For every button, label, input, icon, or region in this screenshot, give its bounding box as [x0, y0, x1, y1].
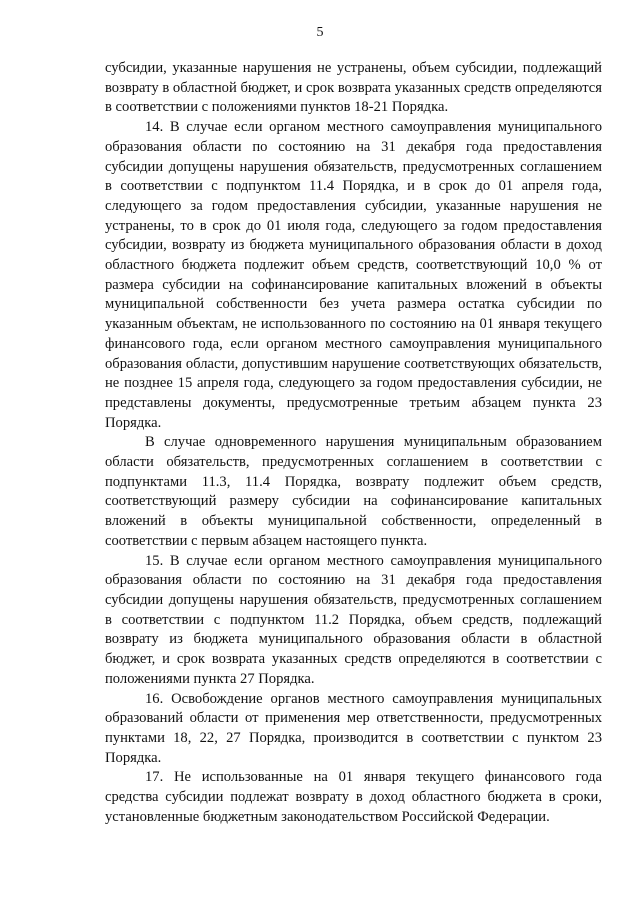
document-body [105, 59, 602, 827]
paragraph-clause-14-simultaneous-violation: В случае одновременного нарушения муниципальным образованием области обязательств, предусмотренных соглашением в соответствии с подпунктами 11.3, 11.4 Порядка, возврату подлежит объем средств, соответствующий размеру субсидии на софинансирование капитальных вложений в объекты муниципальной собственности, определенный в соответствии с первым абзацем настоящего пункта. [105, 434, 602, 549]
paragraph-clause-16: 16. Освобождение органов местного самоуправления муниципальных образований области от применения мер ответственности, предусмотренных пунктами 18, 22, 27 Порядка, производится в соответствии с пунктом 23 Порядка. [105, 690, 602, 766]
page-number: 5 [316, 25, 324, 40]
paragraph-continuation: субсидии, указанные нарушения не устранены, объем субсидии, подлежащий возврату в областной бюджет, и срок возврата указанных средств определяются в соответствии с положениями пунктов 18-21 Порядка. [105, 60, 602, 116]
paragraph-clause-14: 14. В случае если органом местного самоуправления муниципального образования области по состоянию на 31 декабря года предоставления субсидии допущены нарушения обязательств, предусмотренных соглашением в соответствии с подпунктом 11.4 Порядка, и в срок до 01 апреля года, следующего за годом предоставления субсидии, указанные нарушения не устранены, то в срок до 01 июля года, следующего за годом предоставления субсидии, возврату из бюджета муниципального образования области в доход областного бюджета подлежит объем средств, соответствующий 10,0 % от размера субсидии на софинансирование капитальных вложений в объекты муниципальной собственности без учета размера остатка субсидии по указанным объектам, не использованного по состоянию на 01 января текущего финансового года, если органом местного самоуправления муниципального образования области, допустившим нарушение соответствующих обязательств, не позднее 15 апреля года, следующего за годом предоставления субсидии, не представлены документы, предусмотренные третьим абзацем пункта 23 Порядка. [105, 119, 602, 431]
paragraph-clause-15: 15. В случае если органом местного самоуправления муниципального образования области по состоянию на 31 декабря года предоставления субсидии допущены нарушения обязательств, предусмотренных соглашением в соответствии с подпунктом 11.2 Порядка, объем средств, подлежащий возврату из бюджета муниципального образования области в областной бюджет, и срок возврата указанных средств определяются в соответствии с положениями пункта 27 Порядка. [105, 552, 602, 687]
paragraph-clause-17: 17. Не использованные на 01 января текущего финансового года средства субсидии подлежат возврату в доход областного бюджета в сроки, установленные бюджетным законодательством Российской Федерации. [105, 769, 602, 825]
